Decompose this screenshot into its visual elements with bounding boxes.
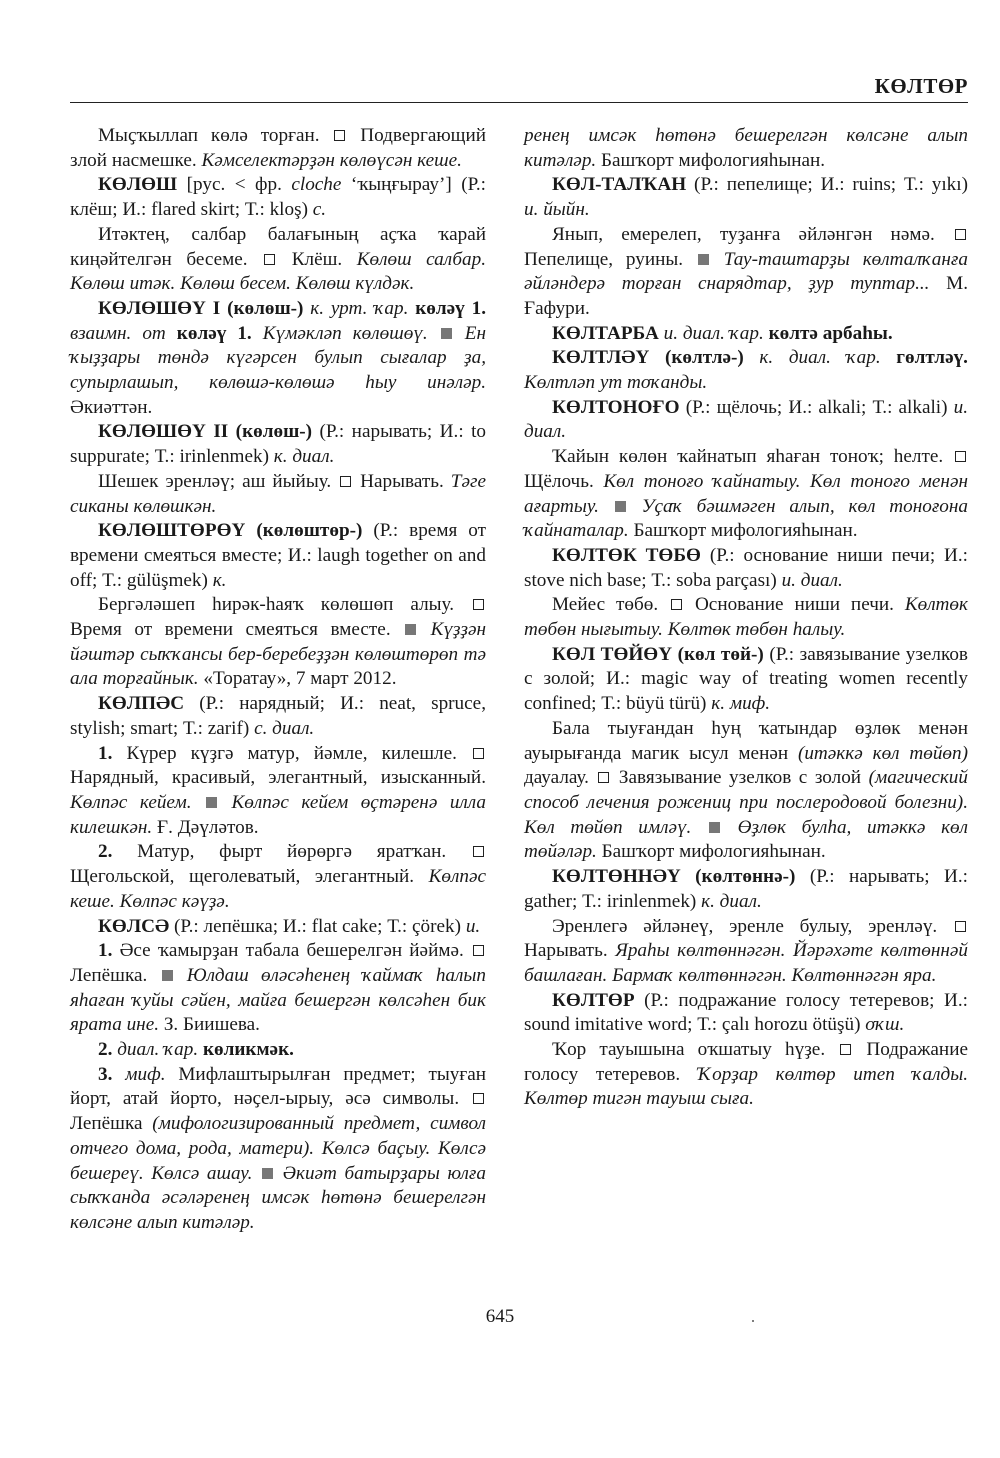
headword-text: 2. bbox=[98, 841, 113, 863]
body-text: Щегольской, щеголеватый, элегантный. bbox=[70, 866, 429, 888]
italic-text: к. урт. ҡар. bbox=[303, 297, 409, 319]
body-text: Мейес төбө. bbox=[552, 594, 670, 616]
body-text: Ғ. Дәүләтов. bbox=[152, 816, 259, 838]
dictionary-paragraph bbox=[70, 519, 486, 593]
translation-marker-icon bbox=[473, 1093, 484, 1104]
body-text: М. Ғафури. bbox=[524, 273, 968, 319]
body-text bbox=[192, 792, 205, 813]
body-text: Нарывать. bbox=[524, 940, 616, 962]
italic-text: Уҫаҡ бәшмәген алып, көл тоноғона ҡайнаталар. bbox=[524, 495, 969, 542]
body-text: Эренлегә әйләнеү, эренле булыу, эренләү. bbox=[552, 915, 953, 937]
page-number: 645 bbox=[485, 1306, 515, 1327]
body-text: Бала тыуғандан һуң ҡатындар өҙлөк менән ауырығанда магик ысул менән bbox=[524, 717, 968, 764]
dictionary-paragraph bbox=[524, 989, 968, 1038]
body-text: Бергәләшеп һирәк-һаяҡ көлөшөп алыу. bbox=[98, 594, 471, 616]
left-column bbox=[70, 124, 486, 1236]
example-marker-icon bbox=[698, 254, 709, 265]
dictionary-paragraph bbox=[524, 717, 968, 865]
italic-text: с. bbox=[312, 199, 327, 221]
italic-text: с. диал. bbox=[254, 717, 315, 739]
body-text bbox=[691, 817, 707, 838]
right-column bbox=[524, 124, 968, 1112]
dictionary-paragraph bbox=[524, 346, 968, 395]
translation-marker-icon bbox=[598, 772, 609, 783]
dictionary-paragraph bbox=[70, 173, 486, 222]
italic-text: Кәмселектәрҙән көлөүсән кеше. bbox=[201, 149, 462, 171]
italic-text: Көлтләп ут тоҡанды. bbox=[524, 372, 708, 394]
italic-text: Күмәкләп көлөшөү. bbox=[251, 322, 428, 344]
body-text: Шешек эренләү; аш йыйыу. bbox=[98, 470, 339, 492]
italic-text: и. bbox=[465, 915, 481, 937]
body-text bbox=[428, 323, 439, 344]
italic-text: cloche bbox=[291, 174, 342, 196]
italic-text: Көлөш салбар. Көлөш итәк. Көлөш бесем. Көлөш күлдәк. bbox=[70, 248, 486, 295]
translation-marker-icon bbox=[473, 945, 484, 956]
body-text: Лепёшка bbox=[70, 1113, 153, 1135]
italic-text: Ен ҡыҙҙары төндә күгәрсен булып сығалар ҙа, супырлашып, көлөшә-көлөшә һыу инәләр. bbox=[70, 322, 486, 394]
body-text: Время от времени смеяться вместе. bbox=[70, 619, 404, 641]
italic-text: миф. bbox=[112, 1063, 166, 1085]
body-text: Ҡор тауышына оҡшатыу һүҙе. bbox=[552, 1039, 839, 1061]
dictionary-paragraph bbox=[70, 742, 486, 841]
dictionary-paragraph bbox=[70, 223, 486, 297]
body-text: Подражание голосу тетеревов. bbox=[524, 1039, 968, 1085]
body-text: Ҡайын көлөн ҡайнатып яһаған тонoҡ; һелте. bbox=[552, 446, 953, 468]
italic-text: (мифологизированный предмет, символ отчего дома, рода, матери). Көлсә баҫыу. Көлсә бешереү. Көлсә ашау. bbox=[70, 1113, 486, 1184]
italic-text: (итәккә көл төйөп) bbox=[797, 742, 968, 764]
italic-text: к. bbox=[212, 569, 227, 591]
dictionary-paragraph bbox=[524, 124, 968, 173]
italic-text: Ҡорҙар көлтөр итеп ҡалды. Көлтөр тигән тауыш сыға. bbox=[524, 1063, 969, 1110]
italic-text: Юлдаш өләсәһенең ҡаймаҡ һалып яһаған ҡуйы сәйен, майға бешергән көлсәһен бик ярата ине. bbox=[70, 964, 486, 1036]
headword-text: КӨЛӨШӨҮ II (көлөш-) bbox=[98, 421, 313, 443]
dictionary-paragraph bbox=[524, 544, 968, 593]
headword-text: КӨЛ ТӨЙӨҮ (көл төй-) bbox=[552, 643, 764, 665]
example-marker-icon bbox=[206, 797, 217, 808]
translation-marker-icon bbox=[473, 599, 484, 610]
scan-speck bbox=[752, 1320, 754, 1322]
body-text bbox=[599, 496, 613, 517]
dictionary-paragraph bbox=[524, 593, 968, 642]
body-text: [рус. < фр. bbox=[177, 174, 292, 196]
dictionary-paragraph bbox=[524, 322, 968, 347]
italic-text: Көлпәс кейем. bbox=[70, 791, 192, 813]
italic-text: (магический способ лечения рожениц при послеродовой болезни). Көл төйөп имләү. bbox=[524, 767, 968, 838]
headword-text: 1. bbox=[98, 742, 113, 764]
headword-text: КӨЛПӘС bbox=[98, 693, 185, 715]
body-text: Подвергающий злой насмешке. bbox=[70, 125, 486, 171]
dictionary-paragraph bbox=[524, 396, 968, 445]
example-marker-icon bbox=[405, 624, 416, 635]
headword-text: КӨЛСӘ bbox=[98, 915, 170, 937]
headword-text: көликмәк. bbox=[198, 1039, 294, 1061]
italic-text: к. диал. ҡар. bbox=[743, 347, 881, 369]
italic-text: Көлпәс кейем өҫтәренә илла килешкән. bbox=[70, 791, 486, 838]
body-text: (Р.: пепелище; И.: ruins; Т.: yıkı) bbox=[686, 174, 968, 196]
body-text: «Торатау», 7 март 2012. bbox=[198, 668, 397, 690]
body-text: Завязывание узелков с золой bbox=[611, 767, 869, 789]
body-text: Лепёшка. bbox=[70, 964, 160, 986]
body-text: (Р.: лепёшка; И.: flat cake; Т.: çörek) bbox=[169, 915, 466, 937]
body-text: (Р.: подражание голосу тетеревов; И.: sound imitative word; Т.: çalı horozu ötüşü) bbox=[524, 989, 968, 1036]
dictionary-paragraph bbox=[70, 470, 486, 519]
body-text: Башҡорт мифологияһынан. bbox=[628, 520, 858, 542]
body-text bbox=[252, 1163, 260, 1184]
italic-text: ренең имсәк һөтөнә бешерелгән көлсәне алып китәләр. bbox=[524, 125, 968, 171]
headword-text: КӨЛӨШ bbox=[98, 174, 178, 196]
italic-text: и. йыйн. bbox=[524, 199, 590, 221]
headword-text: КӨЛӨШТӨРӨҮ (көлөштөр-) bbox=[98, 520, 363, 542]
translation-marker-icon bbox=[473, 748, 484, 759]
headword-text: 2. bbox=[98, 1039, 113, 1061]
dictionary-paragraph bbox=[524, 223, 968, 322]
body-text: (Р.: завязывание узелков с золой; И.: magic way of treating women recently confined; Т.: büyü türü) bbox=[524, 643, 968, 715]
italic-text: диал. ҡар. bbox=[112, 1039, 199, 1061]
example-marker-icon bbox=[615, 501, 626, 512]
translation-marker-icon bbox=[473, 846, 484, 857]
headword-text: гөлтләү. bbox=[880, 347, 968, 369]
translation-marker-icon bbox=[955, 229, 966, 240]
headword-text: көләү 1. bbox=[165, 322, 252, 344]
italic-text: Яраһы көлтөннәгән. Йәрәхәте көлтөннәй башлаған. Бармаҡ көлтөннәгән. Көлтөннәгән яра. bbox=[524, 940, 968, 986]
body-text: (Р.: основание ниши печи; И.: stove nich base; Т.: soba parçası) bbox=[524, 544, 968, 591]
dictionary-paragraph bbox=[524, 915, 968, 989]
body-text: дауалау. bbox=[524, 767, 597, 789]
italic-text: Күҙҙән йәштәр сыҡҡансы бер-беребеҙҙән көлөштөрөп тә ала торғайнык. bbox=[70, 619, 487, 690]
dictionary-paragraph bbox=[524, 865, 968, 914]
headword-text: КӨЛТАРБА bbox=[552, 322, 659, 344]
body-text: Матур, фырт йөрөргә яратҡан. bbox=[112, 841, 471, 863]
dictionary-paragraph bbox=[70, 915, 486, 940]
example-marker-icon bbox=[162, 970, 173, 981]
headword-text: КӨЛТӨР bbox=[552, 989, 635, 1011]
headword-text: КӨЛТЛӘҮ (көлтлә-) bbox=[552, 347, 744, 369]
body-text: (Р.: время от времени смеяться вместе; И.: laugh together on and off; Т.: gülüşmek) bbox=[70, 520, 486, 591]
body-text: (Р.: щёлочь; И.: alkali; Т.: alkali) bbox=[679, 396, 954, 418]
dictionary-paragraph bbox=[70, 692, 486, 741]
translation-marker-icon bbox=[264, 254, 275, 265]
italic-text: к. миф. bbox=[711, 693, 771, 715]
italic-text: взаимн. от bbox=[70, 322, 166, 344]
headword-text: КӨЛТӨК ТӨБӨ bbox=[552, 544, 701, 566]
dictionary-paragraph bbox=[524, 445, 968, 544]
dictionary-paragraph bbox=[524, 643, 968, 717]
italic-text: Көлтөк төбөн нығытыу. Көлтөк төбөн һалыу. bbox=[524, 594, 968, 641]
body-text: Әкиәттән. bbox=[70, 396, 153, 418]
italic-text: Тәге сиканы көлөшкән. bbox=[70, 470, 486, 517]
body-text: Әсе ҡамырҙан табала бешерелгән йәймә. bbox=[112, 940, 471, 962]
italic-text: и. диал. bbox=[781, 569, 843, 591]
headword-text: КӨЛТӨННӘҮ (көлтөннә-) bbox=[552, 866, 796, 888]
body-text: (Р.: нарядный; И.: neat, spruce, stylish; smart; Т.: zarif) bbox=[70, 693, 486, 739]
body-text: (Р.: нарывать; И.: gather; Т.: irinlenmek) bbox=[524, 866, 968, 912]
dictionary-paragraph bbox=[70, 297, 486, 421]
body-text: Башҡорт мифологияһынан. bbox=[596, 841, 826, 863]
body-text: Основание ниши печи. bbox=[684, 594, 905, 616]
dictionary-paragraph bbox=[70, 124, 486, 173]
headword-text: КӨЛ-ТАЛҠАН bbox=[552, 174, 687, 196]
body-text: Пепелище, руины. bbox=[524, 248, 696, 270]
dictionary-paragraph bbox=[70, 939, 486, 1038]
running-head: КӨЛТӨР bbox=[874, 74, 968, 98]
body-text: З. Биишева. bbox=[159, 1014, 260, 1036]
italic-text: оҡш. bbox=[865, 1014, 905, 1036]
dictionary-paragraph bbox=[70, 1038, 486, 1063]
body-text: Мыҫҡыллап көлә торған. bbox=[98, 125, 333, 146]
translation-marker-icon bbox=[340, 476, 351, 487]
dictionary-paragraph bbox=[524, 1038, 968, 1112]
translation-marker-icon bbox=[840, 1044, 851, 1055]
headword-text: көлтә арбаһы. bbox=[763, 322, 893, 344]
italic-text: Тау-таштарҙы көлталҡанға әйләндерә торған снарядтар, ҙур туптар... bbox=[524, 248, 969, 295]
italic-text: Көлпәс кеше. Көлпәс кәүҙә. bbox=[70, 866, 486, 912]
translation-marker-icon bbox=[955, 921, 966, 932]
body-text: Нарядный, красивый, элегантный, изысканный. bbox=[70, 767, 486, 789]
dictionary-paragraph bbox=[70, 840, 486, 914]
body-text: Мифлаштырылған предмет; тыуған йорт, атай йорто, нәҫел-ырыу, әсә символы. bbox=[70, 1063, 486, 1110]
body-text: Күрер күҙгә матур, йәмле, килешле. bbox=[112, 742, 471, 764]
body-text: Башҡорт мифологияһынан. bbox=[596, 149, 826, 171]
body-text: Итәктең, салбар балағының аҫҡа ҡарай киңәйтелгән бесеме. bbox=[70, 223, 486, 270]
dictionary-paragraph bbox=[70, 420, 486, 469]
body-text: Щёлочь. bbox=[524, 470, 604, 492]
italic-text: Өҙлөк булһа, итәккә көл төйәләр. bbox=[524, 816, 969, 863]
italic-text: к. диал. bbox=[701, 890, 762, 912]
example-marker-icon bbox=[709, 822, 720, 833]
headword-text: КӨЛӨШӨҮ I (көлөш-) bbox=[98, 297, 304, 319]
italic-text: Көл тоноғо ҡайнатыу. Көл тоноғо менән ағартыу. bbox=[524, 470, 968, 517]
translation-marker-icon bbox=[671, 599, 682, 610]
dictionary-paragraph bbox=[70, 593, 486, 692]
headword-text: 3. bbox=[98, 1063, 113, 1085]
body-text: Клёш. bbox=[277, 248, 357, 270]
body-text: (Р.: нарывать; И.: to suppurate; Т.: irinlenmek) bbox=[70, 421, 486, 468]
dictionary-paragraph bbox=[70, 1063, 486, 1236]
italic-text: Әкиәт батырҙары юлға сыҡҡанда әсәләренең имсәк һөтөнә бешерелгән көлсәне алып китәләр. bbox=[70, 1162, 486, 1233]
italic-text: к. диал. bbox=[273, 446, 335, 468]
translation-marker-icon bbox=[334, 130, 345, 141]
headword-text: 1. bbox=[98, 940, 113, 962]
headword-text: көләү 1. bbox=[408, 297, 486, 319]
body-text: Нарывать. bbox=[353, 470, 451, 492]
body-text: Янып, емерелеп, туҙанға әйләнгән нәмә. bbox=[552, 223, 953, 245]
italic-text: и. диал. ҡар. bbox=[658, 322, 764, 344]
example-marker-icon bbox=[441, 328, 452, 339]
dictionary-paragraph bbox=[524, 173, 968, 222]
page-header bbox=[70, 70, 968, 103]
italic-text: и. диал. bbox=[524, 396, 968, 443]
translation-marker-icon bbox=[955, 451, 966, 462]
example-marker-icon bbox=[262, 1168, 273, 1179]
body-text: ‘ҡыңғырау’] (Р.: клёш; И.: flared skirt; Т.: kloş) bbox=[70, 174, 486, 221]
headword-text: КӨЛТОНОҒО bbox=[552, 396, 680, 418]
